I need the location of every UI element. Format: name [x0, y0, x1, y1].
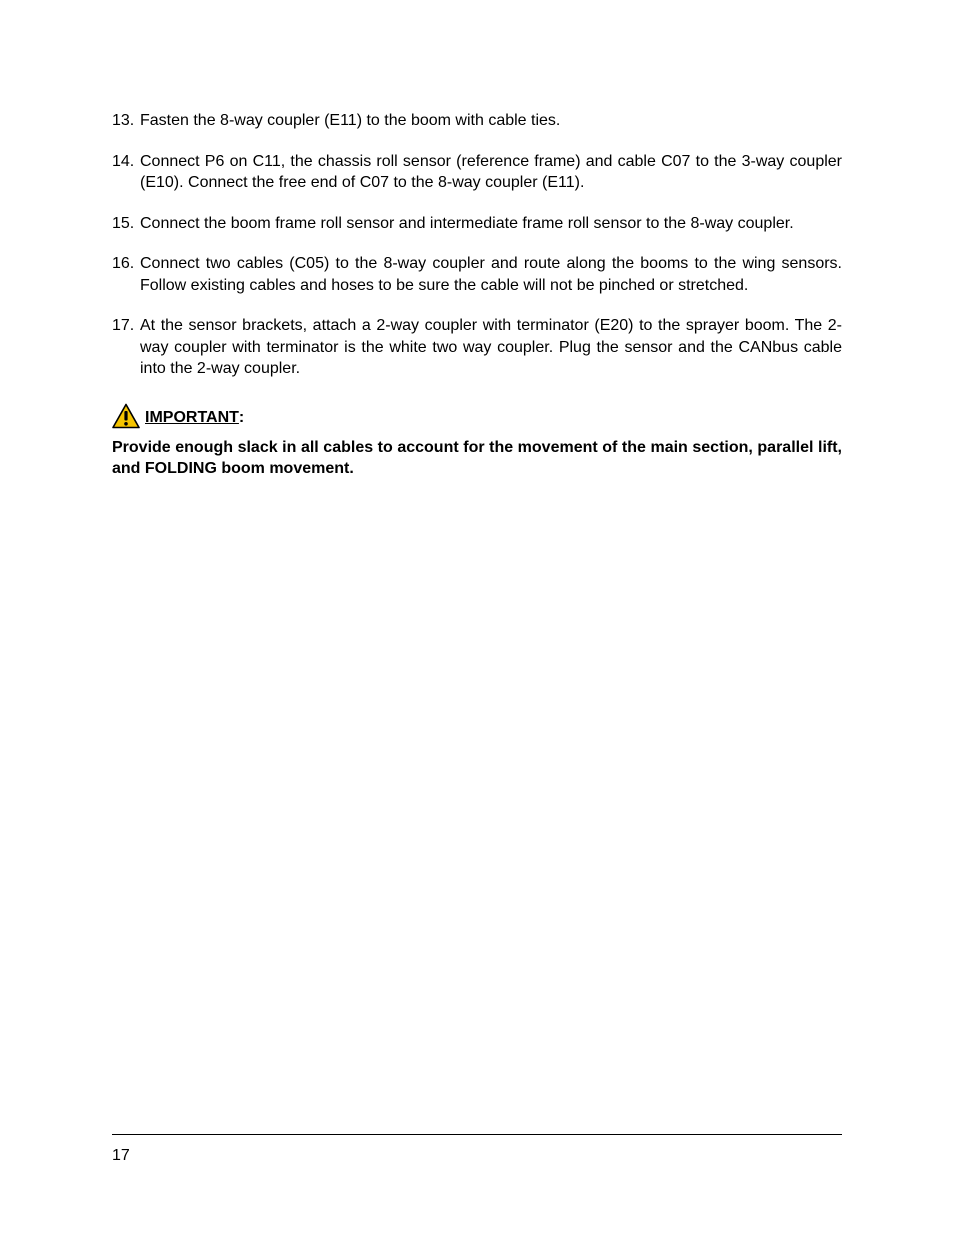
step-14 [112, 151, 842, 194]
step-text: Fasten the 8-way coupler (E11) to the boom with cable ties. [140, 112, 561, 129]
important-heading [112, 399, 842, 429]
step-number: 13. [112, 112, 135, 129]
step-text: Connect two cables (C05) to the 8-way coupler and route along the booms to the wing sensors. Follow existing cables and hoses to be sure the cable will not be pinched or stretched. [140, 255, 842, 294]
step-number: 17. [112, 317, 135, 334]
step-text: At the sensor brackets, attach a 2-way coupler with terminator (E20) to the sprayer boom. The 2-way coupler with terminator is the white two way coupler. Plug the sensor and the CANbus cable into the 2-way coupler. [140, 317, 842, 377]
step-13 [112, 110, 842, 132]
important-colon: : [238, 408, 245, 426]
important-label: IMPORTANT [145, 408, 239, 426]
step-number: 16. [112, 255, 135, 272]
important-text: Provide enough slack in all cables to account for the movement of the main section, parallel lift, and FOLDING boom movement. [112, 438, 842, 477]
page-number: 17 [112, 1147, 130, 1164]
step-number: 15. [112, 214, 135, 232]
step-text: Connect P6 on C11, the chassis roll sensor (reference frame) and cable C07 to the 3-way coupler (E10). Connect the free end of C07 to the 8-way coupler (E11). [140, 152, 842, 191]
step-15 [112, 213, 842, 235]
warning-triangle-icon [112, 403, 140, 429]
step-16 [112, 253, 842, 296]
step-17 [112, 315, 842, 380]
step-text: Connect the boom frame roll sensor and intermediate frame roll sensor to the 8-way coupler. [140, 214, 794, 232]
footer-divider [112, 1134, 842, 1135]
step-number: 14. [112, 152, 135, 170]
document-body [112, 110, 842, 480]
